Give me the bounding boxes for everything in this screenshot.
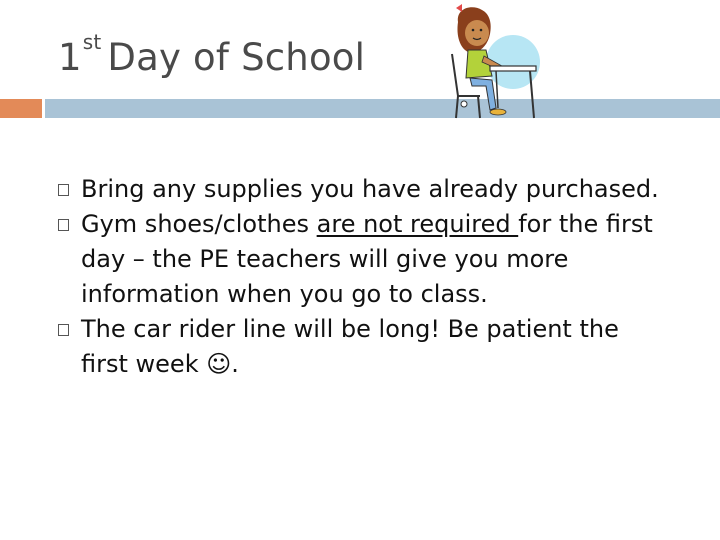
title-text: Day of School: [107, 36, 366, 79]
bullet-underlined-text: are not required: [316, 210, 519, 238]
checkbox-bullet-icon: [58, 219, 69, 231]
accent-bar-orange: [0, 99, 42, 118]
list-item: [58, 172, 668, 207]
girl-at-desk-icon: [440, 0, 545, 122]
bullet-text: Bring any supplies you have already purchased.: [81, 175, 659, 203]
checkbox-bullet-icon: [58, 324, 69, 336]
bullet-text-start: Gym shoes/clothes: [81, 210, 317, 238]
list-item: [58, 312, 668, 382]
bullet-list: [58, 172, 668, 382]
title-number: 1: [58, 36, 82, 79]
checkbox-bullet-icon: [58, 184, 69, 196]
title-superscript: st: [82, 30, 102, 54]
bullet-text: The car rider line will be long! Be patient the first week ☺.: [81, 315, 619, 378]
bullet-text-end: for the first day – the PE teachers will give you more information when you go to class.: [81, 210, 653, 308]
accent-bar-blue: [45, 99, 720, 118]
list-item: [58, 207, 668, 312]
slide-title: [58, 30, 366, 79]
